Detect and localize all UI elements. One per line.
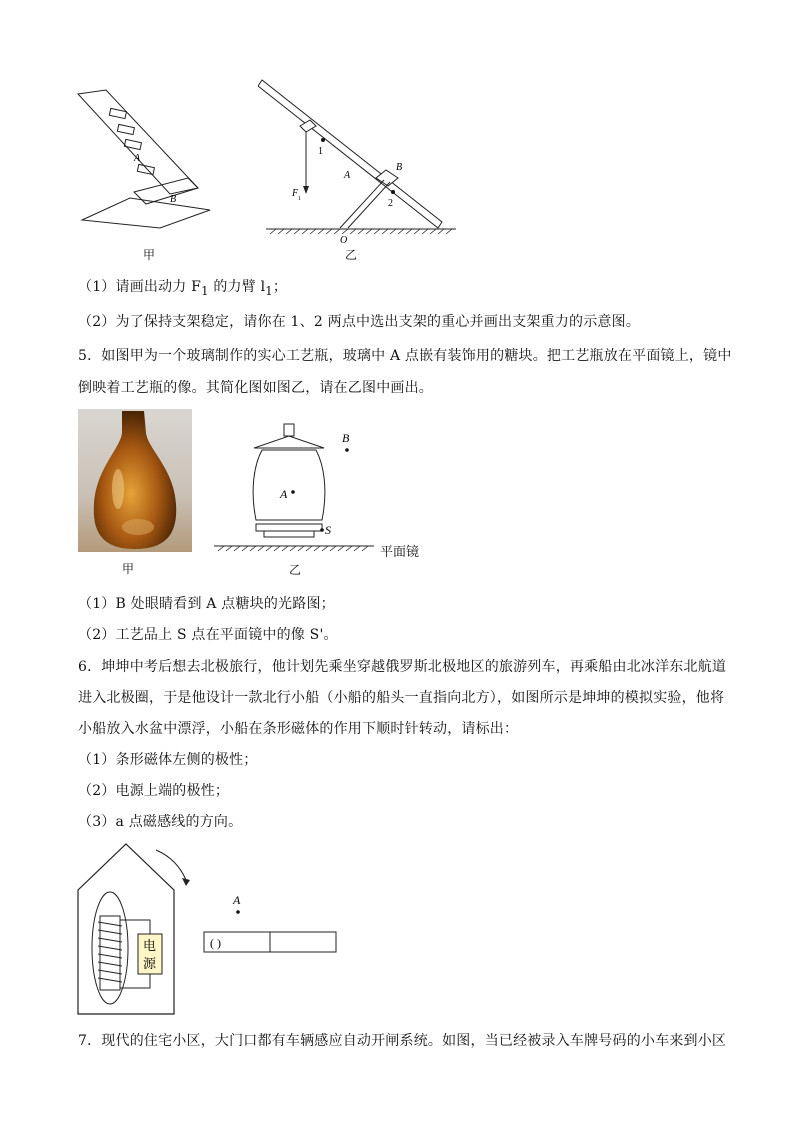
q6-item-3: （3）a 点磁感线的方向。 (78, 814, 243, 830)
figure-1-caption-right: 乙 (345, 248, 358, 262)
magnet-blank: ( ) (210, 936, 221, 950)
q4-item-2: （2）为了保持支架稳定，请你在 1、2 两点中选出支架的重心并画出支架重力的示意图。 (78, 314, 641, 330)
q5-caption-left: 甲 (122, 562, 135, 576)
label-point-2: 2 (388, 198, 393, 209)
label-point-1: 1 (318, 146, 323, 157)
label-A-right: A (344, 170, 351, 181)
power-label-1: 电 (143, 938, 157, 953)
label-A-left: A (134, 153, 141, 164)
figure-1-stand (70, 80, 220, 240)
q5-item-2: （2）工艺品上 S 点在平面镜中的像 S'。 (78, 627, 338, 643)
q5-item-1: （1）B 处眼睛看到 A 点糖块的光路图； (78, 596, 335, 612)
q5-line-1: 5．如图甲为一个玻璃制作的实心工艺瓶，玻璃中 A 点嵌有装饰用的糖块。把工艺瓶放在平面镜上，镜中 (78, 348, 732, 364)
figure-1-caption-left: 甲 (143, 248, 156, 262)
label-B-right: B (396, 162, 403, 173)
label-F1-sub: 1 (298, 196, 301, 202)
q6-item-1: （1）条形磁体左侧的极性； (78, 752, 258, 768)
label-S: S (325, 523, 331, 537)
mirror-label: 平面镜 (380, 545, 420, 560)
q5-mirror-diagram (214, 420, 430, 560)
q5-caption-right: 乙 (289, 563, 302, 577)
q6-boat-diagram (74, 842, 344, 1020)
power-label-2: 源 (143, 956, 157, 971)
q4-item-1: （1）请画出动力 $F_1$ 的力臂 $l_1$； (78, 279, 288, 298)
figure-1-lever-diagram (258, 78, 468, 248)
label-F1: F (292, 188, 299, 199)
q6-line-2: 进入北极圈，于是他设计一款北行小船（小船的船头一直指向北方），如图所示是坤坤的模拟实验，他将 (78, 690, 725, 706)
q6-line-3: 小船放入水盆中漂浮，小船在条形磁体的作用下顺时针转动，请标出： (78, 721, 519, 737)
label-B: B (342, 431, 350, 445)
q7-line-1: 7．现代的住宅小区，大门口都有车辆感应自动开闸系统。如图，当已经被录入车牌号码的小车来到小区 (78, 1033, 727, 1049)
vase-shape (78, 409, 192, 552)
label-A-magnet: A (233, 893, 241, 907)
q6-item-2: （2）电源上端的极性； (78, 783, 230, 799)
q5-line-2: 倒映着工艺瓶的像。其简化图如图乙，请在乙图中画出。 (78, 380, 433, 396)
label-B-left: B (170, 194, 177, 205)
label-O: O (340, 235, 348, 246)
label-A: A (280, 487, 288, 501)
q6-line-1: 6．坤坤中考后想去北极旅行，他计划先乘坐穿越俄罗斯北极地区的旅游列车，再乘船由北冰洋东北航道 (78, 659, 727, 675)
vase-photo (78, 409, 192, 552)
